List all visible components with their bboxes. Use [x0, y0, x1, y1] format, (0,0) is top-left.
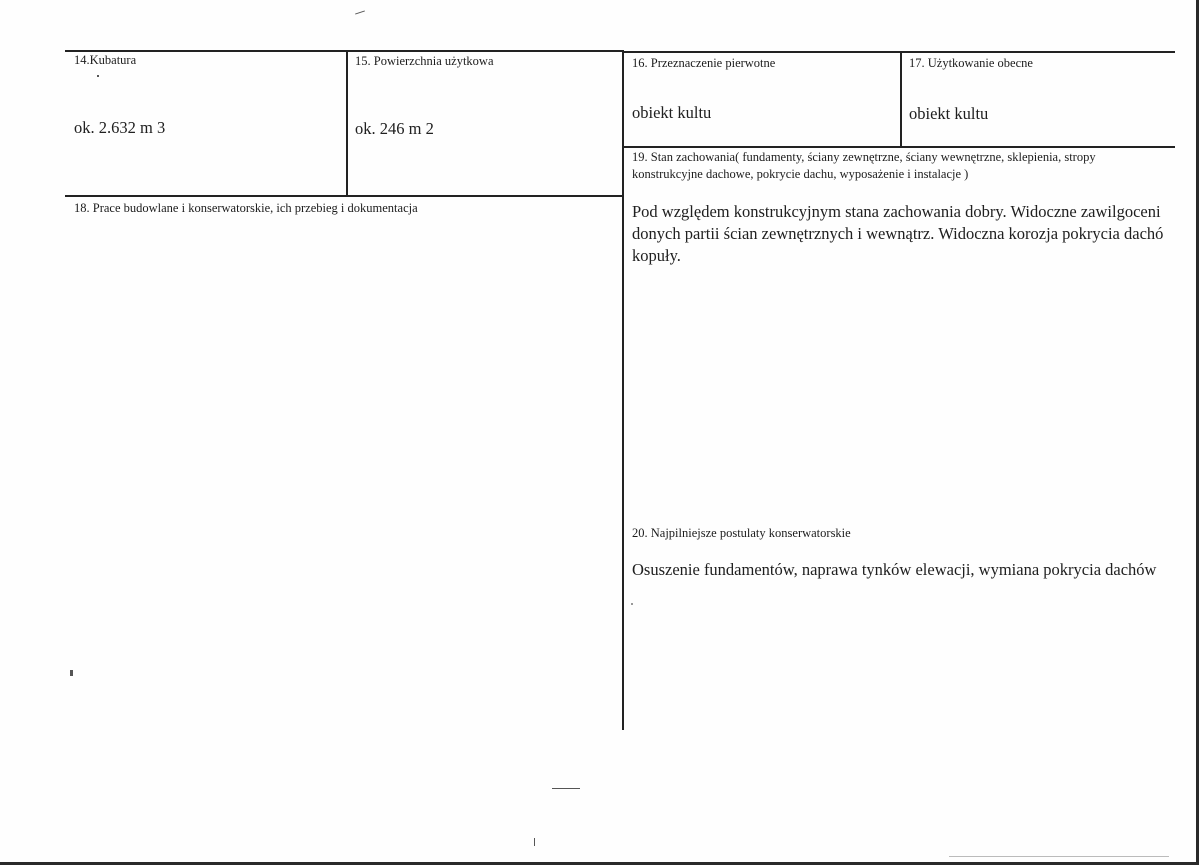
top-rule-left: [65, 50, 623, 52]
center-divider: [622, 50, 624, 730]
rule-above-18: [65, 195, 623, 197]
scan-speck: [97, 75, 99, 77]
field-20-value: Osuszenie fundamentów, naprawa tynków elewacji, wymiana pokrycia dachów: [632, 560, 1157, 579]
rule-under-16-17: [623, 146, 1175, 148]
field-15-value: ok. 246 m 2: [355, 119, 434, 138]
field-19-value-line-1: Pod względem konstrukcyjnym stana zachowania dobry. Widoczne zawilgoceni: [632, 202, 1161, 221]
field-19-label-line-2: konstrukcyjne dachowe, pokrycie dachu, wyposażenie i instalacje ): [632, 167, 969, 181]
divider-16-17: [900, 51, 902, 147]
top-rule-right: [623, 51, 1175, 53]
scan-speck: [534, 838, 535, 846]
field-17-label: 17. Użytkowanie obecne: [909, 56, 1033, 70]
field-19-label: [632, 149, 1096, 183]
divider-14-15: [346, 50, 348, 196]
field-19-label-line-1: 19. Stan zachowania( fundamenty, ściany zewnętrzne, ściany wewnętrzne, sklepienia, stropy: [632, 150, 1096, 164]
field-17-value: obiekt kultu: [909, 104, 989, 123]
scan-speck: [631, 603, 633, 605]
scan-speck: [355, 10, 365, 14]
scan-speck: [949, 856, 1169, 857]
field-15-label: 15. Powierzchnia użytkowa: [355, 54, 494, 68]
field-16-label: 16. Przeznaczenie pierwotne: [632, 56, 776, 70]
scan-speck: [552, 788, 580, 789]
field-14-label: 14.Kubatura: [74, 53, 137, 67]
field-19-value: [632, 201, 1174, 267]
field-19-value-line-2: donych partii ścian zewnętrznych i wewnątrz. Widoczna korozja pokrycia dachó: [632, 224, 1164, 243]
field-16-value: obiekt kultu: [632, 103, 712, 122]
field-20-label: 20. Najpilniejsze postulaty konserwatorskie: [632, 526, 851, 540]
scan-speck: [70, 670, 73, 676]
field-14-value: ok. 2.632 m 3: [74, 118, 166, 137]
field-18-label: 18. Prace budowlane i konserwatorskie, ich przebieg i dokumentacja: [74, 201, 418, 215]
field-19-value-line-3: kopuły.: [632, 246, 681, 265]
